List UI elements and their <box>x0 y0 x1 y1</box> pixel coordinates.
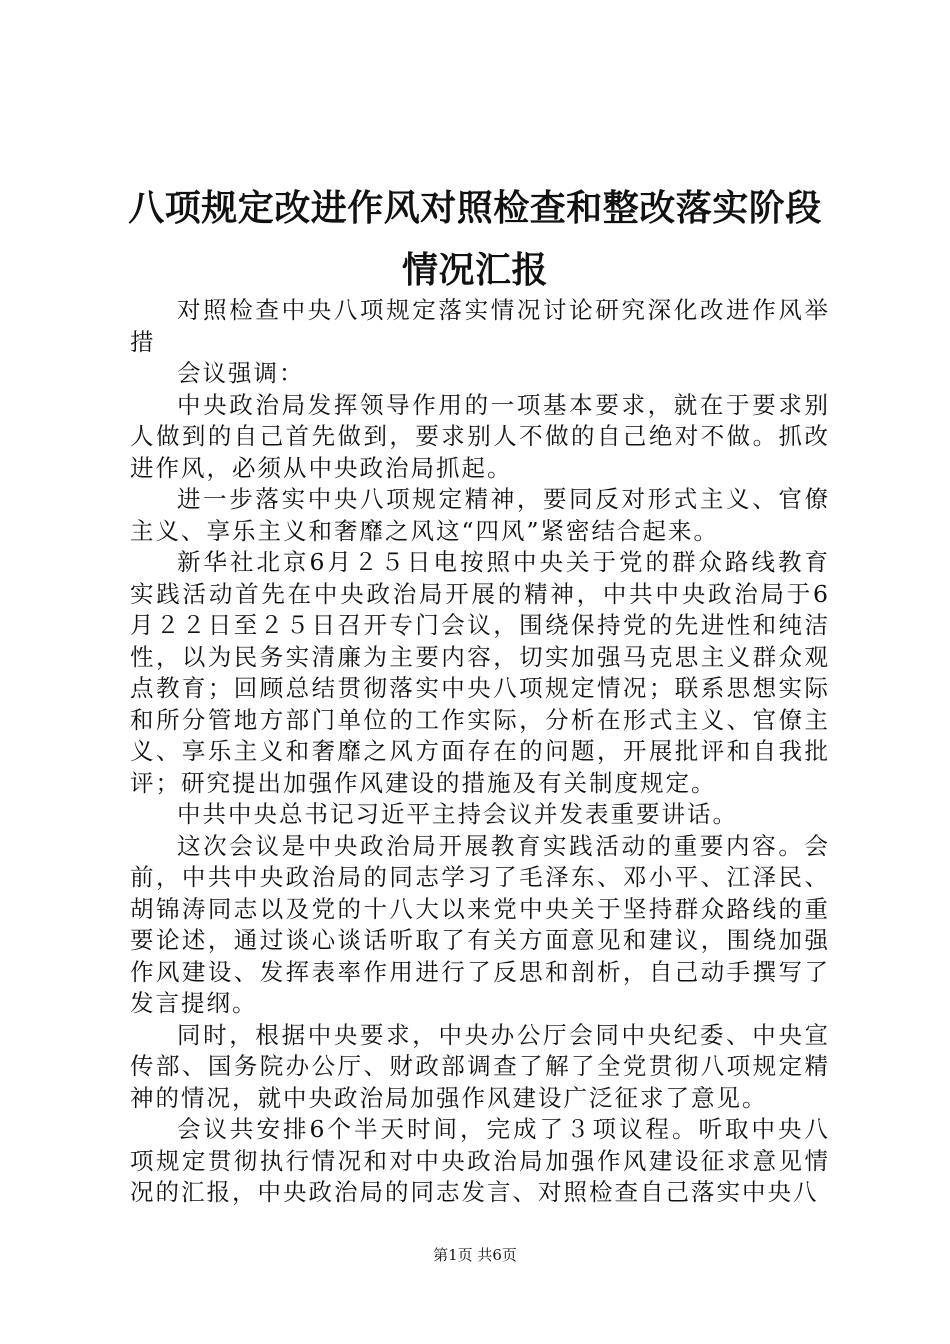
paragraph: 会议强调： <box>177 359 305 387</box>
paragraph: 这次会议是中央政治局开展教育实践活动的重要内容。会前，中共中央政治局的同志学习了毛泽东、邓小平、江泽民、胡锦涛同志以及党的十八大以来党中央关于坚持群众路线的重要论述，通过谈心谈话听取了有关方面意见和建议，围绕加强作风建设、发挥表率作用进行了反思和剖析，自己动手撰写了发言提纲。 <box>130 831 830 1017</box>
paragraph: 会议共安排6个半天时间，完成了３项议程。听取中央八项规定贯彻执行情况和对中央政治局加强作风建设征求意见情况的汇报，中央政治局的同志发言、对照检查自己落实中央八 <box>130 1115 830 1206</box>
paragraph: 中央政治局发挥领导作用的一项基本要求，就在于要求别人做到的自己首先做到，要求别人不做的自己绝对不做。抓改进作风，必须从中央政治局抓起。 <box>130 390 830 482</box>
paragraph: 中共中央总书记习近平主持会议并发表重要讲话。 <box>177 800 738 828</box>
page-number-footer: 第1页 共6页 <box>433 1246 517 1264</box>
paragraph: 对照检查中央八项规定落实情况讨论研究深化改进作风举措 <box>130 296 830 356</box>
document-title: 八项规定改进作风对照检查和整改落实阶段情况汇报 <box>128 188 822 291</box>
paragraph: 新华社北京6月２５日电按照中央关于党的群众路线教育实践活动首先在中央政治局开展的精神，中共中央政治局于6月２２日至２５日召开专门会议，围绕保持党的先进性和纯洁性，以为民务实清廉为主要内容，切实加强马克思主义群众观点教育；回顾总结贯彻落实中央八项规定情况；联系思想实际和所分管地方部门单位的工作实际，分析在形式主义、官僚主义、享乐主义和奢靡之风方面存在的问题，开展批评和自我批评；研究提出加强作风建设的措施及有关制度规定。 <box>130 548 830 797</box>
paragraph: 同时，根据中央要求，中央办公厅会同中央纪委、中央宣传部、国务院办公厅、财政部调查了解了全党贯彻八项规定精神的情况，就中央政治局加强作风建设广泛征求了意见。 <box>130 1020 830 1112</box>
document-body <box>130 295 830 1209</box>
paragraph: 进一步落实中央八项规定精神，要同反对形式主义、官僚主义、享乐主义和奢靡之风这“四风”紧密结合起来。 <box>130 485 830 545</box>
